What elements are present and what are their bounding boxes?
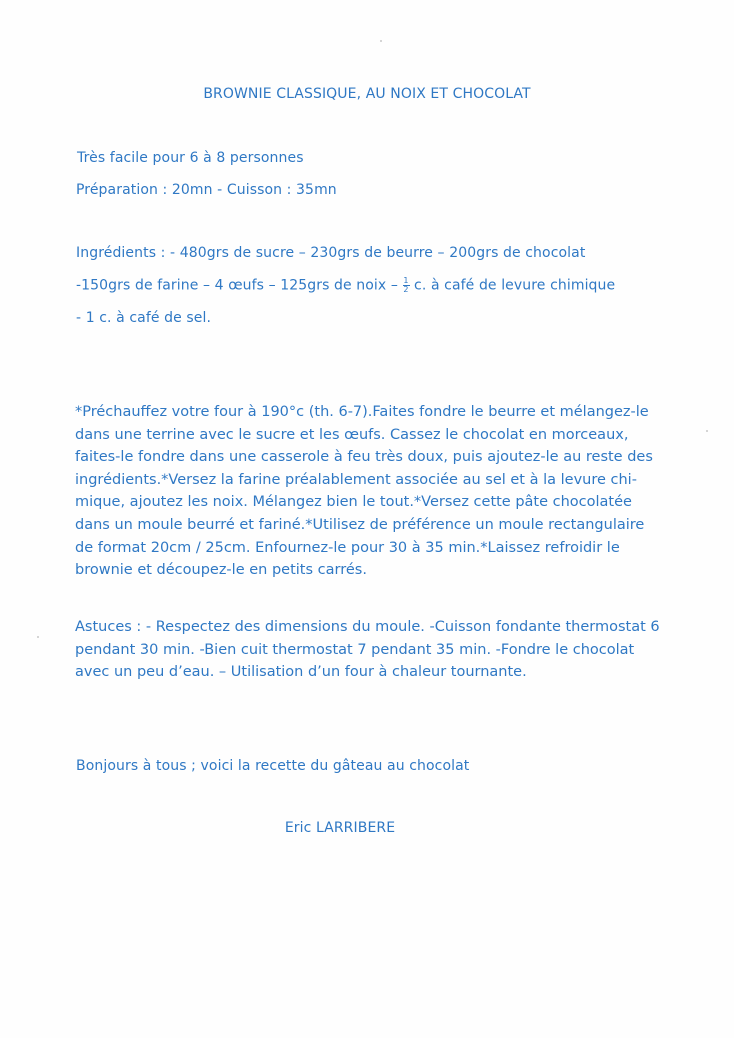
ingredients-line-2-start: -150grs de farine – 4 œufs – 125grs de noix –	[76, 277, 403, 294]
instructions-line: *Préchauffez votre four à 190°c (th. 6-7).Faites fondre le beurre et mélangez-le	[75, 404, 649, 420]
ingredients-line-1: Ingrédients : - 480grs de sucre – 230grs de beurre – 200grs de chocolat	[76, 245, 586, 261]
tips-line: Astuces : - Respectez des dimensions du moule. -Cuisson fondante thermostat 6	[75, 619, 660, 635]
greeting-line: Bonjours à tous ; voici la recette du gâteau au chocolat	[76, 758, 470, 774]
author-signature: Eric LARRIBERE	[284, 820, 396, 836]
difficulty-line: Très facile pour 6 à 8 personnes	[77, 150, 304, 166]
half-fraction	[403, 277, 410, 294]
fraction-numerator: 1	[403, 276, 409, 285]
ingredients-line-2	[76, 277, 615, 294]
timing-line: Préparation : 20mn - Cuisson : 35mn	[76, 182, 337, 198]
scan-speck	[37, 636, 39, 638]
ingredients-line-2-end: c. à café de levure chimique	[409, 277, 616, 294]
instructions-paragraph	[75, 401, 653, 582]
tips-line: pendant 30 min. -Bien cuit thermostat 7 pendant 35 min. -Fondre le chocolat	[75, 641, 635, 658]
recipe-title: BROWNIE CLASSIQUE, AU NOIX ET CHOCOLAT	[203, 86, 531, 102]
instructions-line: dans un moule beurré et fariné.*Utilisez de préférence un moule rectangulaire	[75, 516, 645, 533]
ingredients-line-3: - 1 c. à café de sel.	[76, 310, 212, 326]
tips-paragraph	[75, 616, 660, 684]
instructions-line: dans une terrine avec le sucre et les œufs. Cassez le chocolat en morceaux,	[75, 426, 629, 443]
fraction-denominator: 2	[403, 285, 409, 294]
instructions-line: mique, ajoutez les noix. Mélangez bien le tout.*Versez cette pâte chocolatée	[75, 494, 632, 511]
instructions-line: brownie et découpez-le en petits carrés.	[75, 562, 367, 579]
instructions-line: de format 20cm / 25cm. Enfournez-le pour 30 à 35 min.*Laissez refroidir le	[75, 539, 620, 556]
instructions-line: faites-le fondre dans une casserole à feu très doux, puis ajoutez-le au reste des	[75, 449, 653, 466]
instructions-line: ingrédients.*Versez la farine préalablement associée au sel et à la levure chi-	[75, 471, 637, 488]
scan-speck	[706, 430, 708, 432]
scan-speck	[380, 40, 382, 42]
tips-line: avec un peu d’eau. – Utilisation d’un four à chaleur tournante.	[75, 664, 527, 681]
